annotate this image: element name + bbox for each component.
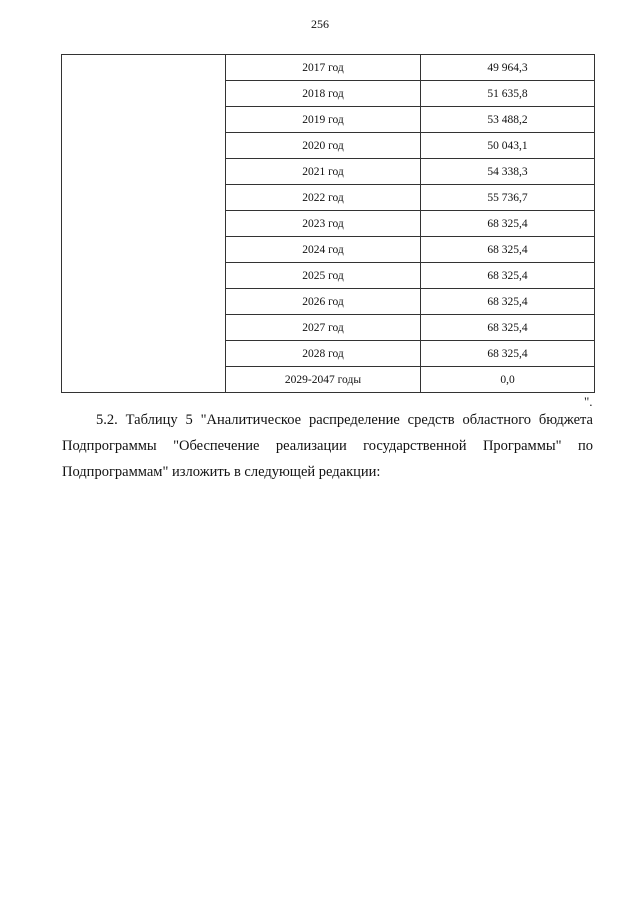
value-cell: 50 043,1 bbox=[421, 133, 595, 159]
year-cell: 2026 год bbox=[226, 289, 421, 315]
table-row bbox=[62, 55, 595, 81]
value-cell: 68 325,4 bbox=[421, 289, 595, 315]
budget-table-body bbox=[62, 55, 595, 393]
year-cell: 2028 год bbox=[226, 341, 421, 367]
value-cell: 49 964,3 bbox=[421, 55, 595, 81]
value-cell: 0,0 bbox=[421, 367, 595, 393]
value-cell: 68 325,4 bbox=[421, 341, 595, 367]
page-number: 256 bbox=[311, 17, 329, 31]
year-cell: 2018 год bbox=[226, 81, 421, 107]
merged-label-cell bbox=[62, 55, 226, 393]
year-cell: 2019 год bbox=[226, 107, 421, 133]
year-cell: 2021 год bbox=[226, 159, 421, 185]
value-cell: 68 325,4 bbox=[421, 263, 595, 289]
year-cell: 2027 год bbox=[226, 315, 421, 341]
value-cell: 54 338,3 bbox=[421, 159, 595, 185]
value-cell: 51 635,8 bbox=[421, 81, 595, 107]
year-cell: 2029-2047 годы bbox=[226, 367, 421, 393]
year-cell: 2022 год bbox=[226, 185, 421, 211]
closing-quote-mark: ". bbox=[584, 394, 593, 409]
value-cell: 68 325,4 bbox=[421, 237, 595, 263]
year-cell: 2017 год bbox=[226, 55, 421, 81]
value-cell: 53 488,2 bbox=[421, 107, 595, 133]
value-cell: 55 736,7 bbox=[421, 185, 595, 211]
year-cell: 2020 год bbox=[226, 133, 421, 159]
value-cell: 68 325,4 bbox=[421, 315, 595, 341]
value-cell: 68 325,4 bbox=[421, 211, 595, 237]
year-cell: 2025 год bbox=[226, 263, 421, 289]
year-cell: 2023 год bbox=[226, 211, 421, 237]
year-cell: 2024 год bbox=[226, 237, 421, 263]
instruction-text: 5.2. Таблицу 5 "Аналитическое распределение средств областного бюджета Подпрограммы "Обеспечение реализации государственной Программы" по Подпрограммам" изложить в следующей редакции: bbox=[62, 412, 593, 480]
instruction-paragraph bbox=[62, 407, 593, 485]
budget-table bbox=[61, 54, 595, 393]
